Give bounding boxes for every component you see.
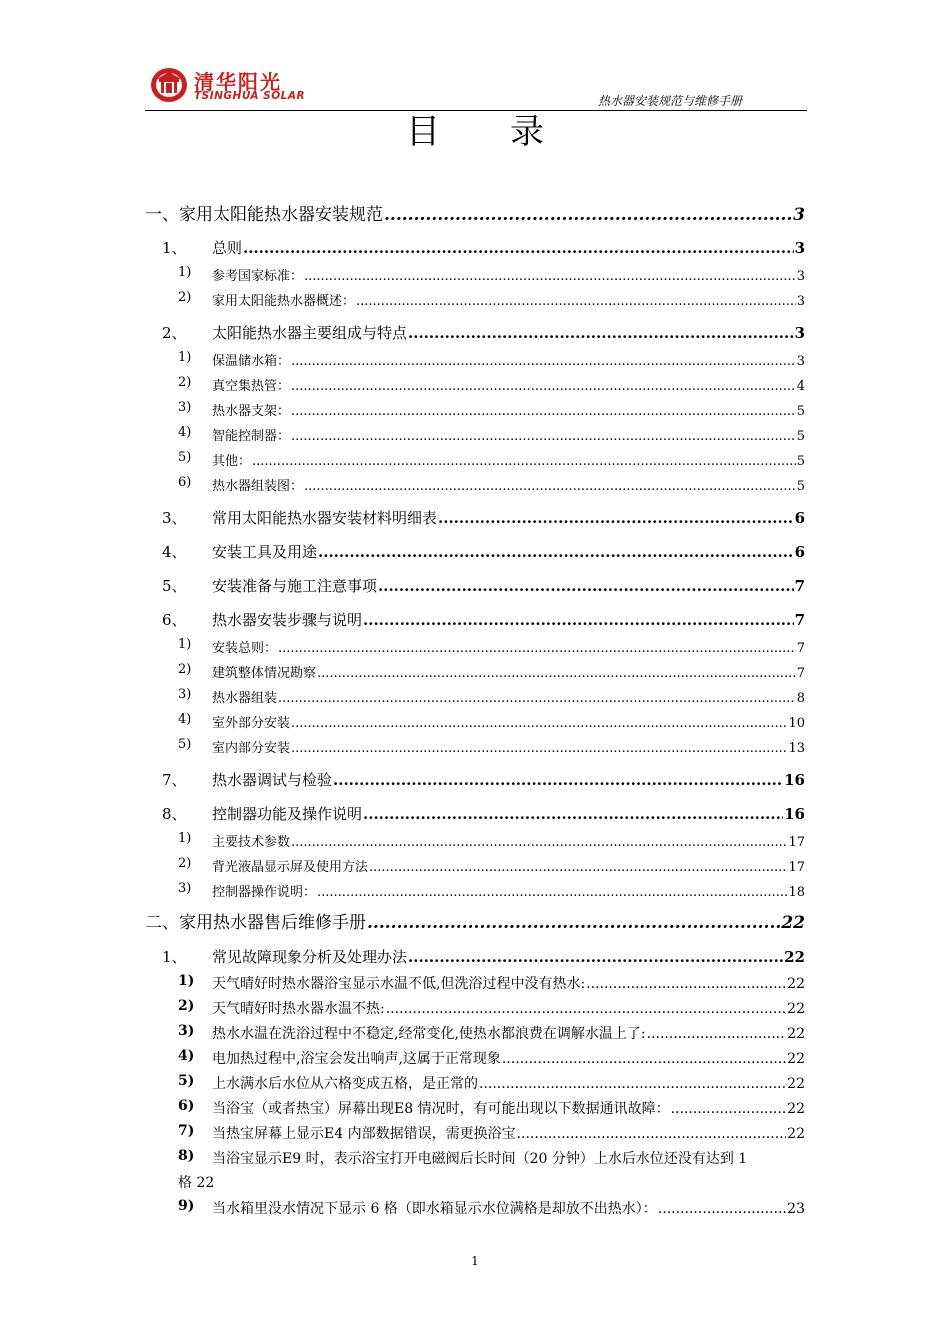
toc-number: 4、: [162, 543, 187, 561]
toc-subsection-1-1[interactable]: [178, 265, 805, 284]
toc-page: 6: [794, 543, 805, 561]
toc-page: 3: [796, 269, 805, 284]
toc-page: 16: [784, 805, 805, 823]
toc-entry-text: 室外部分安装: [212, 716, 291, 731]
toc-subsection-6-5[interactable]: [178, 737, 805, 756]
toc-leader: [517, 1126, 787, 1142]
toc-subsection-t1-2[interactable]: [178, 998, 805, 1018]
toc-page: 5: [796, 454, 805, 469]
toc-leader: [304, 479, 796, 494]
toc-subsection-8-3[interactable]: [178, 881, 805, 900]
toc-page: 22: [787, 1051, 805, 1067]
toc-leader: [304, 269, 796, 284]
toc-page: 13: [788, 741, 805, 756]
toc-page: 8: [796, 691, 805, 706]
toc-entry-text: 当浴宝显示E9 时，表示浴宝打开电磁阀后长时间（20 分钟）上水后水位还没有达到 1: [212, 1151, 748, 1167]
toc-entry-text: 其他：: [212, 454, 252, 469]
toc-page: 22: [787, 1026, 805, 1042]
toc-entry-text: 当水箱里没水情况下显示 6 格（即水箱显示水位满格是却放不出热水）：: [212, 1201, 657, 1217]
toc-section-7[interactable]: [162, 769, 805, 790]
toc-number: 5): [178, 1073, 195, 1089]
toc-number: 1): [178, 350, 192, 365]
toc-leader: [356, 294, 796, 309]
toc-number: 7、: [162, 771, 187, 789]
toc-number: 6、: [162, 611, 187, 629]
toc-page: 7: [794, 577, 805, 595]
toc-number: 3、: [162, 509, 187, 527]
toc-number: 5): [178, 737, 192, 752]
toc-page: 17: [788, 835, 805, 850]
toc-leader: [479, 1076, 786, 1092]
toc-section-5[interactable]: [162, 575, 805, 596]
toc-number: 6): [178, 1098, 195, 1114]
toc-number: 3): [178, 687, 192, 702]
toc-subsection-2-4[interactable]: [178, 425, 805, 444]
toc-number: 3): [178, 881, 192, 896]
toc-entry-text: 热水器支架：: [212, 404, 291, 419]
toc-leader: [291, 741, 787, 756]
toc-subsection-t1-6[interactable]: [178, 1098, 805, 1118]
toc-number: 3): [178, 400, 192, 415]
page-number: 1: [471, 1254, 479, 1268]
toc-number: 2): [178, 662, 192, 677]
toc-leader: [278, 691, 796, 706]
toc-entry-text: 天气晴好时热水器浴宝显示水温不低,但洗浴过程中没有热水:: [212, 976, 586, 992]
toc-entry-text: 主要技术参数: [212, 835, 291, 850]
toc-number: 1、: [162, 239, 187, 257]
toc-page: 3: [793, 205, 805, 225]
toc-section-2[interactable]: [162, 322, 805, 343]
toc-page: 16: [784, 771, 805, 789]
toc-leader: [278, 641, 796, 656]
toc-entry-text: 太阳能热水器主要组成与特点: [212, 324, 408, 342]
toc-page: 23: [787, 1201, 805, 1217]
toc-entry-text: 一、家用太阳能热水器安装规范: [145, 205, 383, 225]
toc-page: 22: [787, 1126, 805, 1142]
toc-section-8[interactable]: [162, 803, 805, 824]
toc-leader: [408, 324, 794, 342]
toc-page: 18: [788, 885, 805, 900]
toc-page: 22: [784, 948, 805, 966]
toc-number: 1): [178, 265, 192, 280]
toc-leader: [671, 1101, 787, 1117]
toc-section-t1[interactable]: [162, 946, 805, 967]
toc-leader: [363, 805, 783, 823]
toc-subsection-2-6[interactable]: [178, 475, 805, 494]
manual-title: 热水器安装规范与维修手册: [598, 94, 743, 108]
toc-section-6[interactable]: [162, 609, 805, 630]
toc-number: 2): [178, 290, 192, 305]
toc-subsection-2-2[interactable]: [178, 375, 805, 394]
toc-entry-text: 常用太阳能热水器安装材料明细表: [212, 509, 438, 527]
toc-subsection-t1-1[interactable]: [178, 973, 805, 993]
toc-subsection-2-5[interactable]: [178, 450, 805, 469]
toc-number: 2): [178, 998, 195, 1014]
toc-leader: [386, 1001, 786, 1017]
toc-number: 8、: [162, 805, 187, 823]
toc-page: 6: [794, 509, 805, 527]
toc-subsection-t1-5[interactable]: [178, 1073, 805, 1093]
toc-leader: [384, 205, 792, 225]
toc-leader: [438, 509, 794, 527]
toc-entry-text: 室内部分安装: [212, 741, 291, 756]
toc-subsection-t1-3[interactable]: [178, 1023, 805, 1043]
toc-page: 7: [796, 641, 805, 656]
toc-entry-text: 控制器操作说明：: [212, 885, 317, 900]
toc-leader: [333, 771, 783, 789]
toc-leader: [502, 1051, 786, 1067]
toc-section-1[interactable]: [162, 237, 805, 258]
toc-leader: [647, 1026, 787, 1042]
toc-number: 1、: [162, 948, 187, 966]
toc-subsection-6-1[interactable]: [178, 637, 805, 656]
toc-page: 3: [794, 324, 805, 342]
toc-leader: [291, 379, 796, 394]
toc-entry-text: 热水器组装: [212, 691, 278, 706]
toc-subsection-t1-8-continued: 格 22: [178, 1175, 215, 1191]
toc-subsection-t1-9[interactable]: [178, 1198, 805, 1218]
toc-entry-text: 智能控制器：: [212, 429, 291, 444]
toc-part-2[interactable]: [145, 908, 805, 933]
toc-number: 2): [178, 856, 192, 871]
toc-leader: [378, 577, 794, 595]
toc-entry-text: 热水器调试与检验: [212, 771, 333, 789]
toc-leader: [408, 948, 783, 966]
toc-entry-text: 电加热过程中,浴宝会发出响声,这属于正常现象: [212, 1051, 501, 1067]
toc-entry-text: 热水器安装步骤与说明: [212, 611, 363, 629]
toc-entry-text: 安装工具及用途: [212, 543, 318, 561]
toc-leader: [252, 454, 796, 469]
toc-number: 4): [178, 1048, 195, 1064]
toc-page: 3: [796, 354, 805, 369]
toc-page: 3: [796, 294, 805, 309]
toc-subsection-t1-4[interactable]: [178, 1048, 805, 1068]
toc-section-3[interactable]: [162, 507, 805, 528]
toc-leader: [369, 860, 787, 875]
toc-leader: [317, 885, 787, 900]
toc-leader: [291, 354, 796, 369]
page-title: 目录: [406, 112, 614, 152]
toc-entry-text: 常见故障现象分析及处理办法: [212, 948, 408, 966]
toc-subsection-1-2[interactable]: [178, 290, 805, 309]
toc-subsection-8-2[interactable]: [178, 856, 805, 875]
toc-number: 2): [178, 375, 192, 390]
toc-page: 22: [787, 1076, 805, 1092]
toc-entry-text: 热水水温在洗浴过程中不稳定,经常变化,使热水都浪费在调解水温上了:: [212, 1026, 646, 1042]
toc-subsection-6-4[interactable]: [178, 712, 805, 731]
toc-leader: [291, 835, 787, 850]
toc-page: 10: [788, 716, 805, 731]
toc-leader: [317, 666, 796, 681]
toc-page: 22: [787, 1001, 805, 1017]
toc-entry-text: 真空集热管：: [212, 379, 291, 394]
toc-leader: [291, 429, 796, 444]
toc-entry-text: 家用太阳能热水器概述：: [212, 294, 356, 309]
toc-number: 6): [178, 475, 192, 490]
toc-entry-text: 安装总则：: [212, 641, 278, 656]
toc-leader: [243, 239, 794, 257]
toc-number: 9): [178, 1198, 195, 1214]
toc-page: 3: [794, 239, 805, 257]
toc-number: 5、: [162, 577, 187, 595]
toc-part-1[interactable]: [145, 200, 805, 225]
toc-entry-text: 参考国家标准：: [212, 269, 304, 284]
toc-number: 1): [178, 637, 192, 652]
logo-chinese-text: 清华阳光: [194, 70, 282, 94]
toc-leader: [367, 913, 780, 933]
toc-number: 4): [178, 425, 192, 440]
toc-entry-text: 当浴宝（或者热宝）屏幕出现E8 情况时，有可能出现以下数据通讯故障：: [212, 1101, 670, 1117]
toc-leader: [658, 1201, 786, 1217]
toc-entry-text: 建筑整体情况勘察: [212, 666, 317, 681]
toc-number: 2、: [162, 324, 187, 342]
toc-page: 22: [781, 913, 805, 933]
toc-entry-text: 保温储水箱：: [212, 354, 291, 369]
toc-subsection-t1-8[interactable]: [178, 1148, 805, 1168]
toc-number: 1): [178, 973, 195, 989]
toc-number: 8): [178, 1148, 195, 1164]
toc-entry-text: 天气晴好时热水器水温不热:: [212, 1001, 385, 1017]
toc-entry-text: 总则: [212, 239, 243, 257]
toc-page: 7: [794, 611, 805, 629]
toc-leader: [291, 404, 796, 419]
toc-number: 4): [178, 712, 192, 727]
toc-page: 22: [787, 1101, 805, 1117]
toc-page: 4: [796, 379, 805, 394]
toc-entry-text: 二、家用热水器售后维修手册: [145, 913, 366, 933]
toc-number: 5): [178, 450, 192, 465]
toc-subsection-8-1[interactable]: [178, 831, 805, 850]
logo-english-text: TSINGHUA SOLAR: [194, 90, 306, 102]
toc-subsection-2-3[interactable]: [178, 400, 805, 419]
toc-section-4[interactable]: [162, 541, 805, 562]
toc-entry-text: 上水满水后水位从六格变成五格，是正常的: [212, 1076, 478, 1092]
toc-page: 5: [796, 429, 805, 444]
toc-entry-text: 热水器组装图：: [212, 479, 304, 494]
toc-entry-text: 安装准备与施工注意事项: [212, 577, 378, 595]
toc-number: 7): [178, 1123, 195, 1139]
toc-subsection-6-3[interactable]: [178, 687, 805, 706]
toc-page: 22: [787, 976, 805, 992]
toc-entry-text: 控制器功能及操作说明: [212, 805, 363, 823]
toc-page: 7: [796, 666, 805, 681]
toc-leader: [291, 716, 787, 731]
toc-leader: [586, 976, 786, 992]
toc-entry-text: 当热宝屏幕上显示E4 内部数据错误，需更换浴宝: [212, 1126, 516, 1142]
toc-entry-text: 背光液晶显示屏及使用方法: [212, 860, 369, 875]
toc-page: 5: [796, 479, 805, 494]
toc-number: 3): [178, 1023, 195, 1039]
toc-number: 1): [178, 831, 192, 846]
toc-leader: [318, 543, 794, 561]
toc-leader: [363, 611, 794, 629]
toc-subsection-t1-7[interactable]: [178, 1123, 805, 1143]
toc-subsection-2-1[interactable]: [178, 350, 805, 369]
toc-page: 5: [796, 404, 805, 419]
toc-page: 17: [788, 860, 805, 875]
toc-subsection-6-2[interactable]: [178, 662, 805, 681]
